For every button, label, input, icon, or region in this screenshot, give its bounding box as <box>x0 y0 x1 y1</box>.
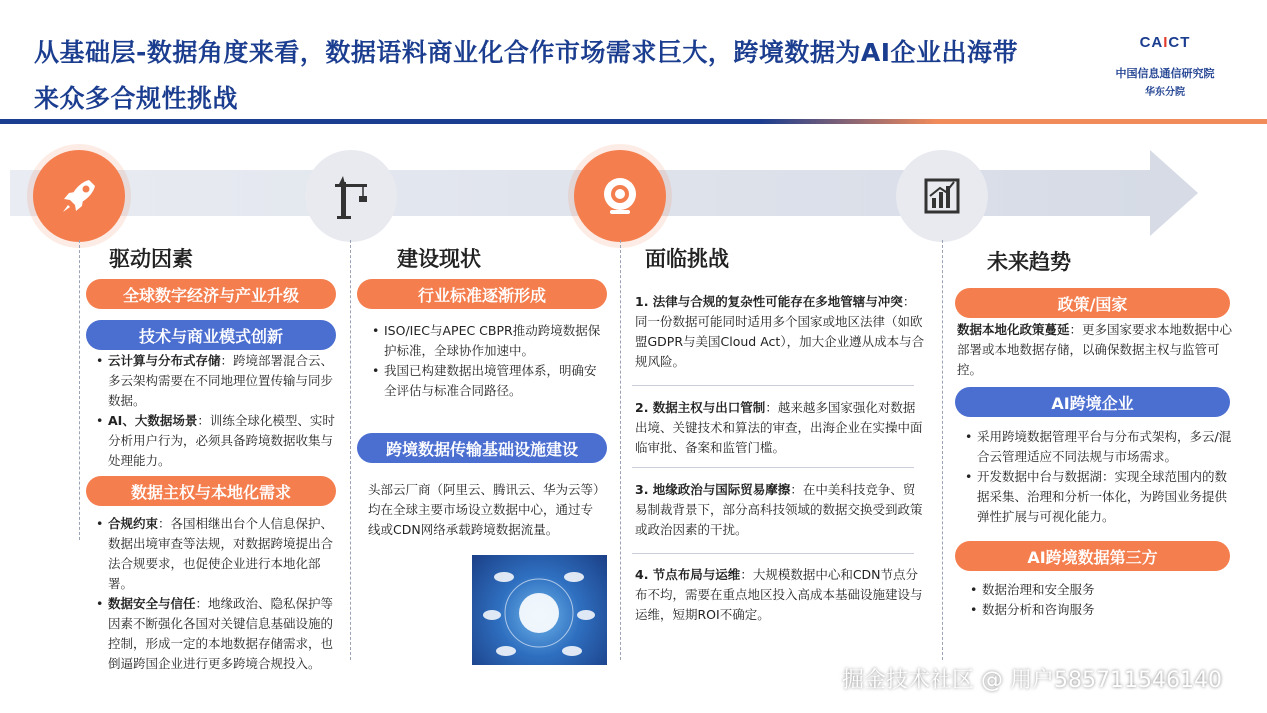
list-item: • 数据安全与信任：地缘政治、隐私保护等因素不断强化各国对关键信息基础设施的控制，形成一定的本地数据存储需求，也倒逼跨国企业进行更多跨境合规投入。 <box>96 594 341 674</box>
pill-infrastructure: 跨境数据传输基础设施建设 <box>357 433 607 463</box>
list-item: • 数据治理和安全服务 <box>970 580 1230 600</box>
col3-title: 面临挑战 <box>645 247 729 271</box>
rocket-icon <box>33 150 125 242</box>
challenge-3: 3. 地缘政治与国际贸易摩擦：在中美科技竞争、贸易制裁背景下，部分高科技领域的数据交换受到政策或政治因素的干扰。 <box>635 482 923 537</box>
pill-tech-innovation: 技术与商业模式创新 <box>86 320 336 350</box>
col4-third-party-bullets <box>970 580 1230 620</box>
challenge-2: 2. 数据主权与出口管制：越来越多国家强化对数据出境、关键技术和算法的审查，出海企业在实操中面临审批、备案和监管门槛。 <box>635 400 923 455</box>
crane-icon <box>305 150 397 242</box>
list-item: • 数据分析和咨询服务 <box>970 600 1230 620</box>
col2-standards-bullets <box>372 321 602 401</box>
logo-org: 中国信息通信研究院 <box>1115 67 1215 80</box>
list-item: • 云计算与分布式存储：跨境部署混合云、多云架构需要在不同地理位置传输与同步数据。 <box>96 351 341 411</box>
logo-text-c: CT <box>1168 34 1191 51</box>
col1-sovereignty-bullets <box>96 514 341 674</box>
col2-infra-paragraph: 头部云厂商（阿里云、腾讯云、华为云等）均在全球主要市场设立数据中心，通过专线或CDN网络承载跨境数据流量。 <box>368 482 600 537</box>
divider-2 <box>350 240 351 660</box>
list-item: • AI、大数据场景：训练全球化模型、实时分析用户行为，必须具备跨境数据收集与处理能力。 <box>96 411 341 471</box>
timeline-arrow-head <box>1150 150 1198 236</box>
bar-chart-icon <box>896 150 988 242</box>
col4-title: 未来趋势 <box>987 250 1071 274</box>
title-line-1: 从基础层-数据角度来看，数据语料商业化合作市场需求巨大，跨境数据为AI企业出海带 <box>34 38 1019 67</box>
logo-branch: 华东分院 <box>1145 87 1185 98</box>
cloud-network-image <box>472 555 607 665</box>
challenge-1: 1. 法律与合规的复杂性可能存在多地管辖与冲突：同一份数据可能同时适用多个国家或地区法律（如欧盟GDPR与美国Cloud Act），加大企业遵从成本与合规风险。 <box>635 294 925 369</box>
logo-mark <box>1095 34 1235 51</box>
challenge-divider <box>632 385 914 386</box>
camera-icon <box>574 150 666 242</box>
caict-logo <box>1095 34 1235 98</box>
pill-industry-standards: 行业标准逐渐形成 <box>357 279 607 309</box>
list-item: • 采用跨境数据管理平台与分布式架构，多云/混合云管理适应不同法规与市场需求。 <box>965 427 1237 467</box>
divider-3 <box>620 240 621 660</box>
divider-1 <box>79 240 80 540</box>
logo-text-b: I <box>1163 34 1169 51</box>
pill-third-party: AI跨境数据第三方 <box>955 541 1230 571</box>
pill-policy-country: 政策/国家 <box>955 288 1230 318</box>
col1-tech-bullets <box>96 351 341 471</box>
col4-policy-text: 数据本地化政策蔓延：更多国家要求本地数据中心部署或本地数据存储，以确保数据主权与监管可控。 <box>957 322 1233 377</box>
col2-title: 建设现状 <box>397 247 481 271</box>
page-title <box>34 30 1074 122</box>
challenge-divider <box>632 553 914 554</box>
list-item: • 合规约束：各国相继出台个人信息保护、数据出境审查等法规，对数据跨境提出合法合规要求，也促使企业进行本地化部署。 <box>96 514 341 594</box>
pill-ai-crossborder: AI跨境企业 <box>955 387 1230 417</box>
challenge-4: 4. 节点布局与运维：大规模数据中心和CDN节点分布不均，需要在重点地区投入高成本基础设施建设与运维，短期ROI不确定。 <box>635 567 923 622</box>
watermark: 掘金技术社区 @ 用户585711546140 <box>842 668 1222 693</box>
list-item: • ISO/IEC与APEC CBPR推动跨境数据保护标准，全球协作加速中。 <box>372 321 602 361</box>
challenge-divider <box>632 467 914 468</box>
header-rule-accent <box>760 119 1267 124</box>
list-item: • 开发数据中台与数据湖：实现全球范围内的数据采集、治理和分析一体化，为跨国业务提供弹性扩展与可视化能力。 <box>965 467 1237 527</box>
list-item: • 我国已构建数据出境管理体系，明确安全评估与标准合同路径。 <box>372 361 602 401</box>
pill-digital-economy: 全球数字经济与产业升级 <box>86 279 336 309</box>
col1-title: 驱动因素 <box>109 247 193 271</box>
col4-ai-bullets <box>965 427 1237 527</box>
logo-text-a: CA <box>1139 34 1164 51</box>
divider-4 <box>942 240 943 660</box>
title-line-2: 来众多合规性挑战 <box>34 84 239 113</box>
pill-data-sovereignty: 数据主权与本地化需求 <box>86 476 336 506</box>
